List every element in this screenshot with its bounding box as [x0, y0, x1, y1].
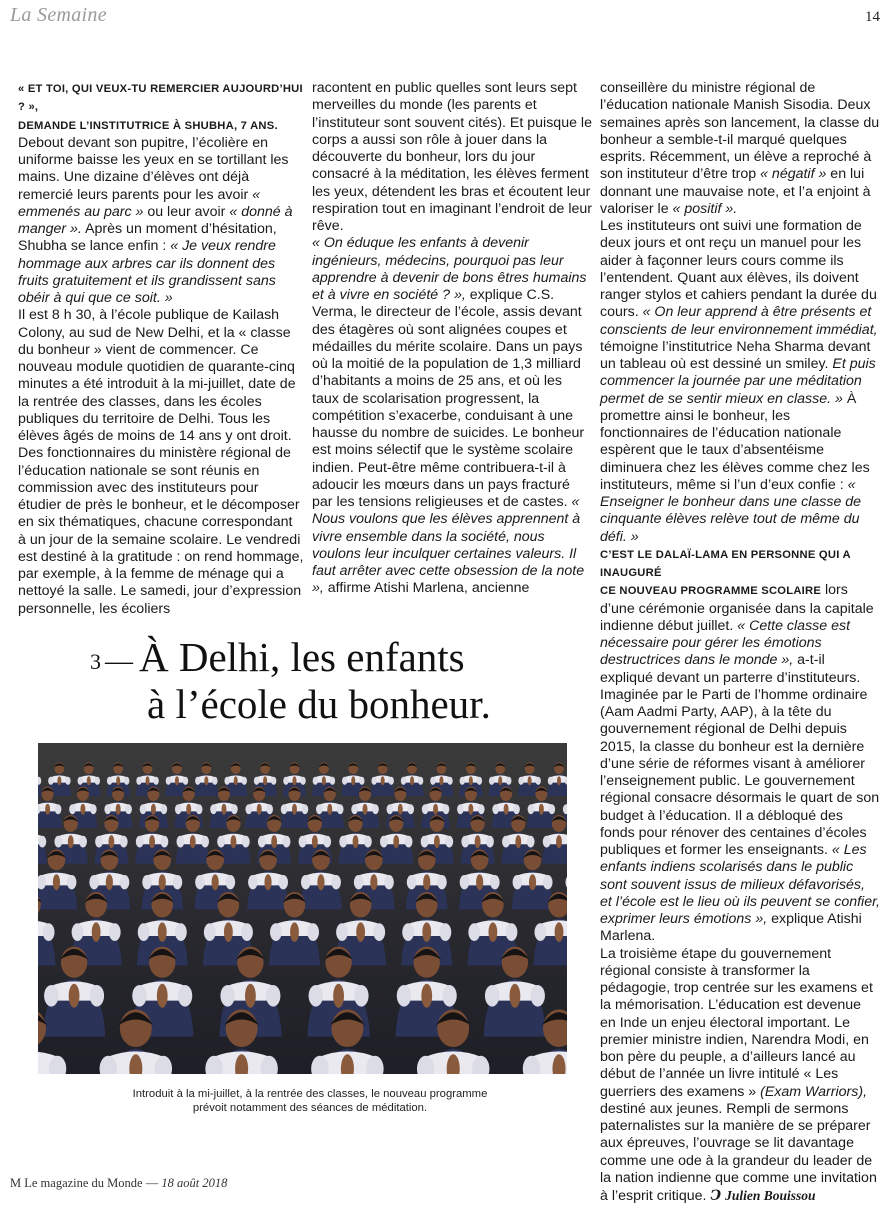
lead-in: DEMANDE L’INSTITUTRICE À SHUBHA, 7 ANS.	[18, 120, 278, 132]
magazine-name: M Le magazine du Monde —	[10, 1176, 158, 1190]
issue-date: 18 août 2018	[161, 1176, 227, 1190]
text: destiné aux jeunes. Rempli de sermons paternalistes sur la manière de se préparer aux épreuves, l’ouvrage se lit davantage comme une ode à la grandeur du leader de la nation indienne que comme une invitation à l’esprit critique.	[600, 1101, 877, 1204]
quote: « positif ».	[673, 201, 738, 217]
headline-dash: —	[105, 646, 133, 677]
text: La troisième étape du gouvernement régional consiste à transformer la pédagogie, trop centrée sur les examens et la mémorisation. L’éducation est devenue en Inde un enjeu électoral important. Le premier ministre indien, Narendra Modi, en bon père du peuple, a d’ailleurs lancé au début de l’année un livre intitulé « Les guerriers des examens »	[600, 946, 873, 1100]
text: Après un moment d’hésitation, Shubha se lance enfin :	[18, 221, 277, 254]
article-number: 3	[90, 649, 101, 674]
text: a-t-il expliqué devant un parterre d’instituteurs. Imaginée par le Parti de l’homme ordinaire (Aam Aadmi Party, AAP), à la tête du gouvernement régional de Delhi depuis 2015, la classe du bonheur est la dernière d’une série de réformes visant à améliorer l’enseignement public. Le gouvernement régional consacre désormais le quart de son budget à l’éducation. Il a débloqué des fonds pour rénover des centaines d’écoles publiques et former les enseignants.	[600, 652, 879, 858]
lead-in: « ET TOI, QUI VEUX-TU REMERCIER AUJOURD’HUI ? »,	[18, 83, 303, 113]
paragraph: racontent en public quelles sont leurs sept merveilles du monde (les parents et l’instituteur sont souvent cités). Et puisque le corps a aussi son rôle à jouer dans la découverte du bonheur, lors du jour consacré à la méditation, les élèves ferment les yeux, détendent les bras et écoutent leur respiration tout en imaginant l’endroit de leur rêve.	[312, 80, 592, 235]
headline-line-2: à l’école du bonheur.	[90, 683, 590, 726]
quote: « On éduque les enfants à devenir ingénieurs, médecins, pourquoi pas leur apprendre à devenir de bons êtres humains et à vivre en société ? »,	[312, 235, 586, 303]
lead-in: CE NOUVEAU PROGRAMME SCOLAIRE	[600, 585, 821, 597]
photo-students-praying	[38, 743, 567, 1074]
article-column-2	[312, 80, 592, 598]
text: Debout devant son pupitre, l’écolière en uniforme baisse les yeux en se tortillant les mains. Une dizaine d’élèves ont déjà remercié leurs parents pour les avoir	[18, 135, 288, 203]
quote: « Les enfants indiens scolarisés dans le public sont souvent issus de milieux défavorisés, et l’école est le lieu où ils peuvent se confier, exprimer leurs émotions »,	[600, 842, 880, 927]
paragraph	[600, 80, 880, 218]
text: conseillère du ministre régional de l’éducation nationale Manish Sisodia. Deux semaines après son lancement, la classe du bonheur a semble-t-il marqué quelques esprits. Récemment, un élève a reproché à son instituteur d’être trop	[600, 80, 879, 182]
text: À promettre ainsi le bonheur, les fonctionnaires de l’éducation nationale espèrent que le taux d’absentéisme diminuera chez les élèves comme chez les instituteurs, même si l’un d’eux confie :	[600, 391, 870, 493]
paragraph: Il est 8 h 30, à l’école publique de Kailash Colony, au sud de New Delhi, et la « classe du bonheur » vient de commencer. Ce nouveau module quotidien de quarante-cinq minutes a été introduit à la mi-juillet, date de la rentrée des classes, dans les écoles publiques du territoire de Delhi. Tous les élèves âgés de moins de 14 ans y ont droit. Des fonctionnaires du ministère régional de l’éducation nationale se sont réunis en commission avec des instituteurs pour étudier de près le bonheur, et le décomposer en six thématiques, chacune correspondant à un jour de la semaine scolaire. Le vendredi est destiné à la gratitude : on rend hommage, par exemple, à la femme de ménage qui a nettoyé la salle. Le samedi, jour d’expression personnelle, les écoliers	[18, 307, 304, 618]
page-footer	[10, 1176, 227, 1191]
photo-caption: Introduit à la mi-juillet, à la rentrée des classes, le nouveau programme prévoit notamment des séances de méditation.	[120, 1088, 500, 1115]
text: explique Atishi Marlena.	[600, 911, 862, 944]
quote: « Je veux rendre hommage aux arbres car ils donnent des fruits gratuitement et ils grandissent sans obéir à qui que ce soit. »	[18, 238, 276, 306]
paragraph	[600, 546, 880, 946]
text: lors d’une cérémonie organisée dans la capitale indienne début juillet.	[600, 582, 874, 634]
quote: (Exam Warriors),	[760, 1084, 867, 1100]
paragraph	[600, 218, 880, 546]
headline-line-1	[90, 636, 590, 683]
article-photo	[38, 743, 567, 1074]
author-signature: Julien Bouissou	[725, 1188, 815, 1203]
paragraph	[18, 80, 304, 307]
quote: « négatif »	[760, 166, 826, 182]
page-number: 14	[865, 9, 880, 26]
quote: Et puis commencer la journée par une méditation permet de se sentir mieux en classe. »	[600, 356, 876, 407]
headline-text: À Delhi, les enfants	[139, 634, 465, 680]
quote: « donné à manger ».	[18, 204, 292, 237]
text: en lui donnant une mauvaise note, et l’a enjoint à valoriser le	[600, 166, 871, 217]
magazine-section-title: La Semaine	[10, 4, 107, 27]
quote: « Enseigner le bonheur dans une classe de cinquante élèves relève tout de même du défi. »	[600, 477, 861, 545]
article-column-1	[18, 80, 304, 618]
paragraph	[600, 946, 880, 1205]
text: affirme Atishi Marlena, ancienne	[324, 580, 530, 596]
paragraph	[312, 235, 592, 597]
article-headline	[90, 636, 590, 726]
quote: « Cette classe est nécessaire pour gérer les émotions destructrices dans le monde »,	[600, 618, 850, 669]
text: ou leur avoir	[143, 204, 229, 220]
article-column-3	[600, 80, 880, 1205]
quote: « On leur apprend à être présents et conscients de leur environnement immédiat,	[600, 304, 878, 337]
lead-in: C’EST LE DALAÏ-LAMA EN PERSONNE QUI A INAUGURÉ	[600, 549, 850, 579]
signature-mark: Ↄ	[710, 1188, 721, 1203]
quote: « Nous voulons que les élèves apprennent à vivre ensemble dans la société, nous voulons leur inculquer certaines valeurs. Il faut arrêter avec cette obsession de la note »,	[312, 494, 584, 596]
quote: « emmenés au parc »	[18, 187, 260, 220]
text: témoigne l’institutrice Neha Sharma devant un tableau où est dessiné un smiley.	[600, 339, 871, 372]
text: explique C.S. Verma, le directeur de l’école, assis devant des étagères où sont alignées coupes et médailles du mérite scolaire. Dans un pays où la moitié de la population de 1,3 milliard d’habitants a moins de 25 ans, et où les taux de scolarisation progressent, la compétition s’exacerbe, conduisant à une hausse du nombre de suicides. Le bonheur est moins sélectif que le système scolaire indien. Peut-être même contribuera-t-il à adoucir les mœurs dans un pays fracturé par les tensions religieuses et de castes.	[312, 287, 584, 510]
text: Les instituteurs ont suivi une formation de deux jours et ont reçu un manuel pour les aider à façonner leurs cours comme ils l’entendent. Quant aux élèves, ils doivent ranger stylos et cahiers pendant la durée du cours.	[600, 218, 877, 320]
